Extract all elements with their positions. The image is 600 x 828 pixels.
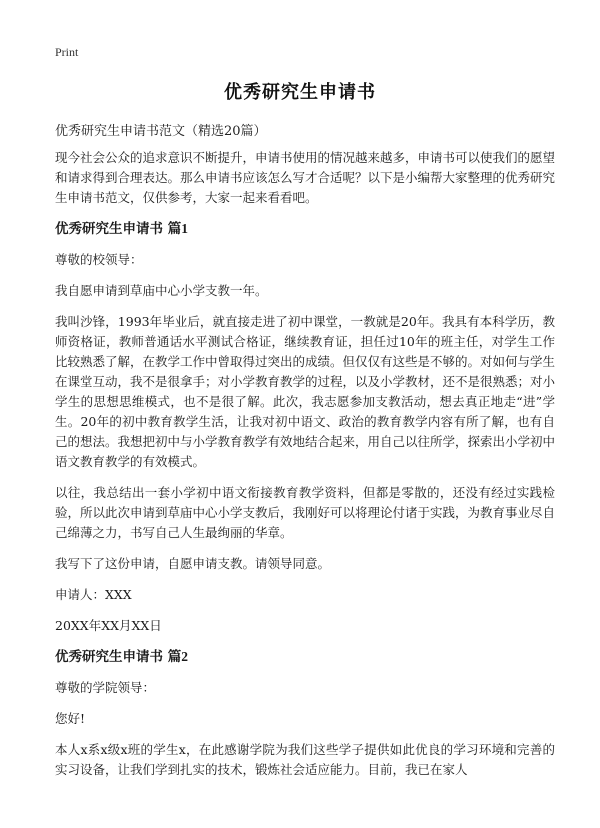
section-heading-text: 优秀研究生申请书 — [55, 649, 163, 665]
greeting-line: 您好! — [55, 711, 86, 726]
document-subtitle: 优秀研究生申请书范文（精选20篇） — [55, 124, 267, 139]
body-paragraph: 本人x系x级x班的学生x，在此感谢学院为我们这些学子提供如此优良的学习环境和完善的实习设备，让我们学到扎实的技术，锻炼社会适应能力。目前，我已在家人 — [55, 742, 555, 777]
intro-paragraph: 现今社会公众的追求意识不断提升，申请书使用的情况越来越多，申请书可以使我们的愿望和请求得到合理表达。那么申请书应该怎么写才合适呢？以下是小编帮大家整理的优秀研究生申请书范文，仅供参考，大家一起来看看吧。 — [55, 150, 556, 205]
applicant-line: 申请人：XXX — [55, 587, 132, 602]
salutation: 尊敬的学院领导： — [55, 680, 156, 695]
body-paragraph: 我自愿申请到草庙中心小学支教一年。 — [55, 283, 268, 298]
body-paragraph: 我写下了这份申请，自愿申请支教。请领导同意。 — [55, 556, 331, 571]
body-paragraph: 以往，我总结出一套小学初中语文衔接教育教学资料，但都是零散的，还没有经过实践检验，所以此次申请到草庙中心小学支教后，我刚好可以将理论付诸于实践，为教育事业尽自己绵薄之力，书写自己人生最绚丽的华章。 — [55, 485, 556, 540]
body-paragraph: 我叫沙锋，1993年毕业后，就直接走进了初中课堂，一教就是20年。我具有本科学历，教师资格证，教师普通话水平测试合格证，继续教育证，担任过10年的班主任，对学生工作比较熟悉了解，在教学工作中曾取得过突出的成绩。但仅仅有这些是不够的。对如何与学生在课堂互动，我不是很拿手；对小学教育教学的过程，以及小学教材，还不是很熟悉；对小学生的思想思维模式，也不是很了解。此次，我志愿参加支教活动，想去真正地走“进”学生。20年的初中教育教学生活，让我对初中语文、政治的教育教学内容有所了解，也有自己的想法。我想把初中与小学教育教学有效地结合起来，用自己以往所学，探索出小学初中语文教育教学的有效模式。 — [55, 314, 556, 469]
section-heading-2 — [55, 647, 555, 667]
section-heading-number: 篇1 — [167, 221, 188, 236]
document-body — [55, 148, 555, 791]
section-heading-number: 篇2 — [167, 649, 188, 664]
date-line: 20XX年XX月XX日 — [55, 618, 162, 633]
page-title: 优秀研究生申请书 — [224, 82, 376, 103]
section-heading-text: 优秀研究生申请书 — [55, 221, 163, 237]
section-heading-1 — [55, 219, 555, 239]
print-label[interactable]: Print — [55, 45, 79, 59]
salutation: 尊敬的校领导： — [55, 252, 143, 267]
